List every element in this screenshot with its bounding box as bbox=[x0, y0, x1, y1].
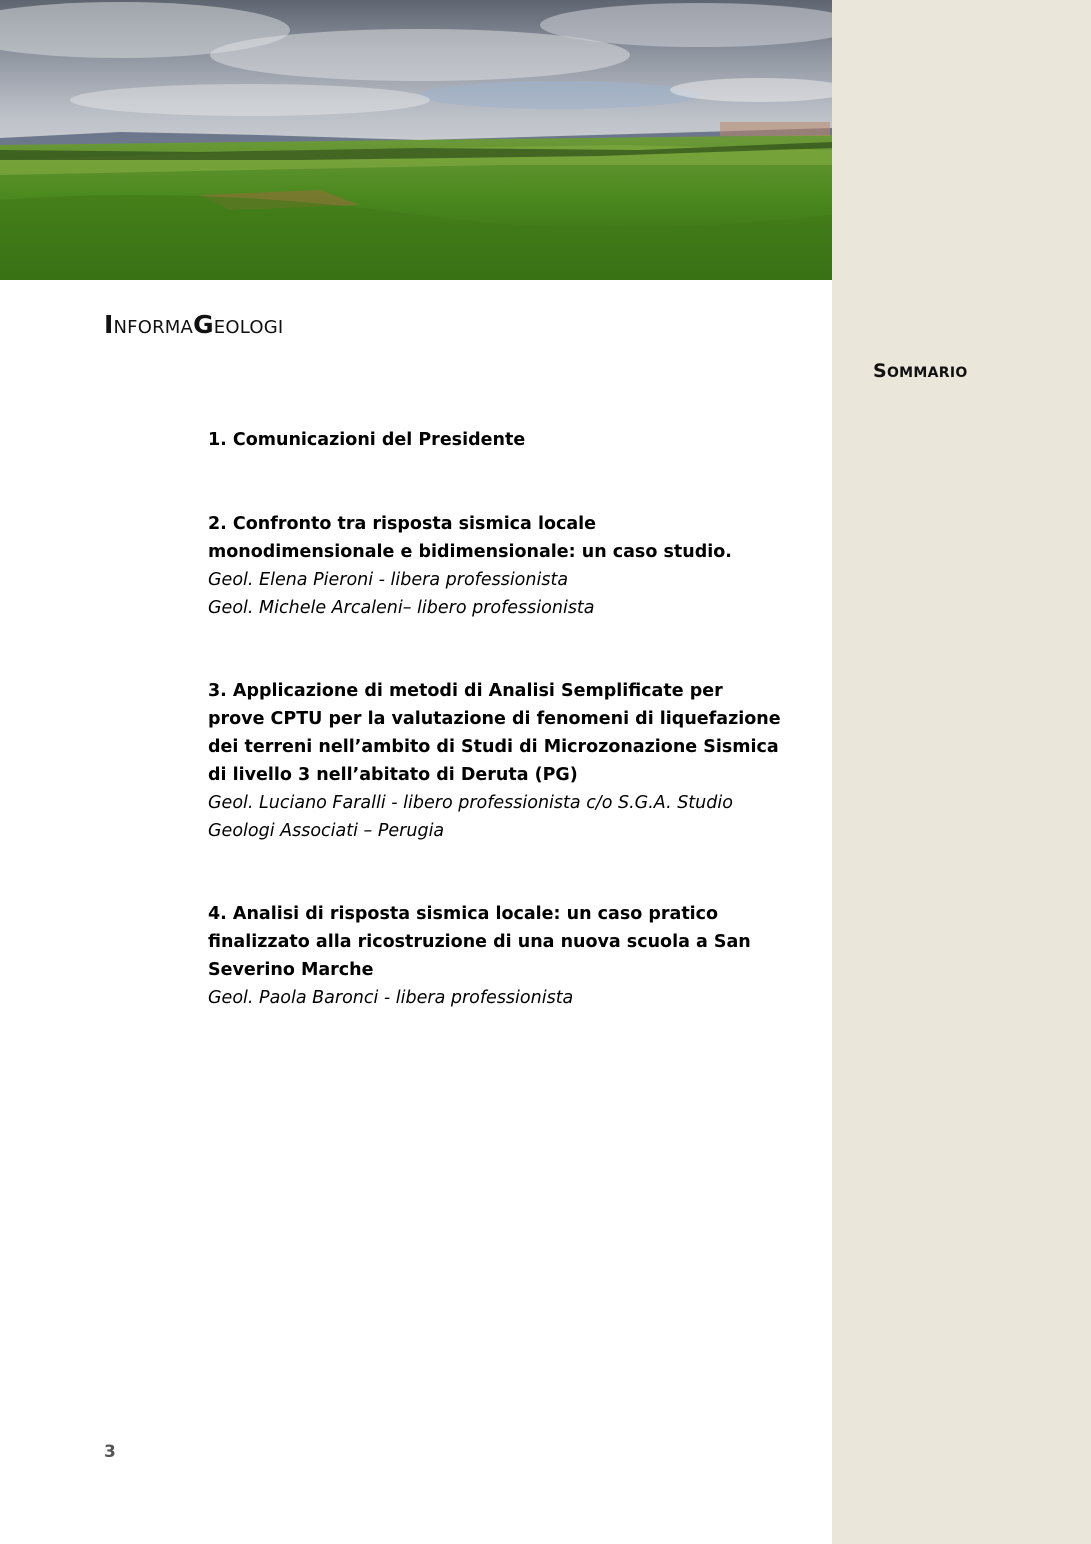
toc-entry-author: Geol. Paola Baronci - libera professionista bbox=[208, 988, 574, 1008]
toc-entry-title: 4. Analisi di risposta sismica locale: un caso pratico bbox=[208, 904, 719, 924]
toc-entry-author: Geol. Luciano Faralli - libero professionista c/o S.G.A. Studio bbox=[208, 793, 733, 813]
toc-entry-title: 2. Confronto tra risposta sismica locale bbox=[208, 514, 597, 534]
page-number: 3 bbox=[104, 1442, 116, 1462]
sidebar-panel bbox=[832, 0, 1091, 1544]
toc-entry-title: 3. Applicazione di metodi di Analisi Semplificate per bbox=[208, 681, 723, 701]
landscape-banner-image bbox=[0, 0, 832, 280]
toc-entry-author: Geol. Michele Arcaleni– libero professionista bbox=[208, 598, 595, 618]
toc-entry-title: di livello 3 nell’abitato di Deruta (PG) bbox=[208, 765, 578, 785]
toc-entry-3 bbox=[208, 677, 818, 845]
toc-entry-title: monodimensionale e bidimensionale: un caso studio. bbox=[208, 542, 732, 562]
toc-entry-2 bbox=[208, 510, 818, 622]
toc-entry-1 bbox=[208, 426, 818, 454]
toc-entry-author: Geol. Elena Pieroni - libera professionista bbox=[208, 570, 569, 590]
toc-entry-title: 1. Comunicazioni del Presidente bbox=[208, 430, 526, 450]
toc-entry-4 bbox=[208, 900, 818, 1012]
toc-entry-author: Geologi Associati – Perugia bbox=[208, 821, 445, 841]
toc-entry-title: finalizzato alla ricostruzione di una nuova scuola a San bbox=[208, 932, 751, 952]
publication-masthead: INFORMAGEOLOGI bbox=[104, 310, 284, 339]
toc-entry-title: prove CPTU per la valutazione di fenomeni di liquefazione bbox=[208, 709, 781, 729]
toc-entry-title: dei terreni nell’ambito di Studi di Microzonazione Sismica bbox=[208, 737, 779, 757]
toc-entry-title: Severino Marche bbox=[208, 960, 374, 980]
section-title-sommario: SOMMARIO bbox=[873, 360, 968, 382]
